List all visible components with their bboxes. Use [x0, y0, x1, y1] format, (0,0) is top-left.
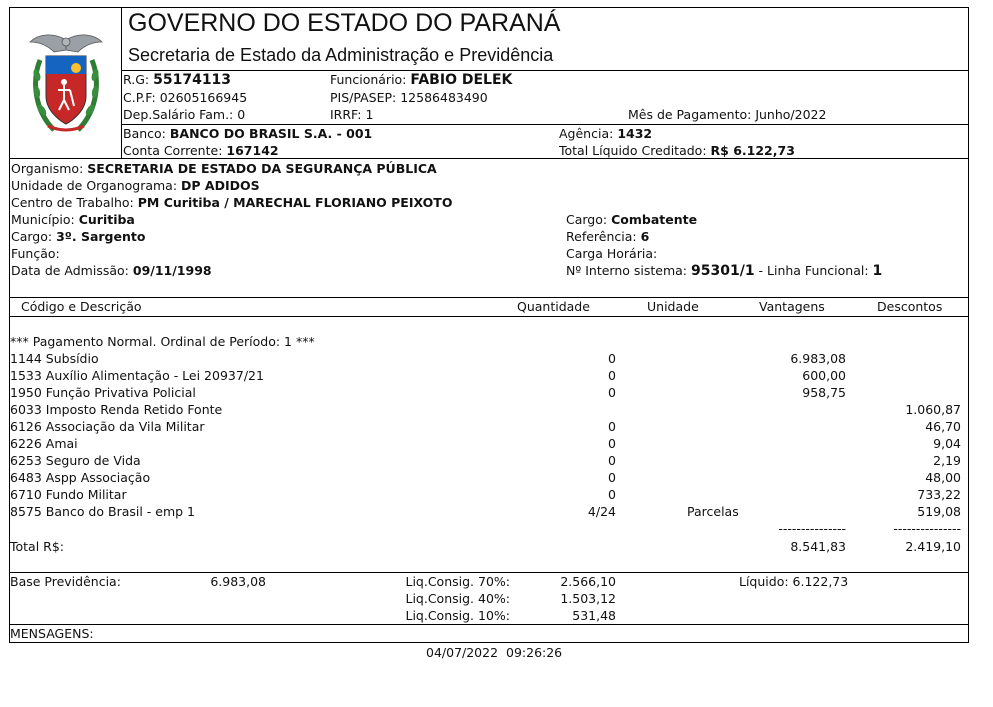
row-description: 6483 Aspp Associação: [10, 470, 151, 485]
agencia-field: Agência: 1432: [559, 126, 653, 141]
centro-value: PM Curitiba / MARECHAL FLORIANO PEIXOTO: [137, 195, 453, 210]
cargo2-field: Cargo: Combatente: [566, 212, 698, 227]
col-header-descontos: Descontos: [877, 299, 943, 314]
row-descontos: 519,08: [917, 504, 961, 519]
row-unidade: Parcelas: [687, 504, 739, 519]
pis-field: PIS/PASEP: 12586483490: [330, 90, 488, 105]
admissao-value: 09/11/1998: [132, 263, 212, 278]
linha-value: 1: [872, 263, 883, 279]
footer-bottom-line: [9, 624, 969, 625]
total-vantagens: 8.541,83: [790, 539, 846, 554]
row-description: 6253 Seguro de Vida: [10, 453, 141, 468]
total-creditado-field: Total Líquido Creditado: R$ 6.122,73: [559, 143, 795, 158]
row-vantagens: 958,75: [802, 385, 846, 400]
row-description: 6033 Imposto Renda Retido Fonte: [10, 402, 223, 417]
org-bottom-line: [9, 297, 969, 298]
admissao-field: Data de Admissão: 09/11/1998: [11, 263, 212, 278]
irrf-field: IRRF: 1: [330, 107, 374, 122]
base-previdencia-label: Base Previdência:: [10, 574, 121, 589]
row-descontos: 2,19: [933, 453, 961, 468]
page-title: GOVERNO DO ESTADO DO PARANÁ: [128, 9, 561, 37]
row-quantidade: 0: [608, 385, 616, 400]
referencia-field: Referência: 6: [566, 229, 650, 244]
carga-horaria-field: Carga Horária:: [566, 246, 658, 261]
cpf-field: C.P.F: 02605166945: [123, 90, 248, 105]
row-description: 1533 Auxílio Alimentação - Lei 20937/21: [10, 368, 264, 383]
pis-value: 12586483490: [400, 90, 488, 105]
parana-coat-of-arms-icon: [28, 30, 104, 138]
total-creditado-value: R$ 6.122,73: [710, 143, 795, 158]
banco-value: BANCO DO BRASIL S.A. - 001: [169, 126, 373, 141]
row-quantidade: 0: [608, 436, 616, 451]
cpf-value: 02605166945: [159, 90, 248, 105]
logo-divider: [121, 7, 122, 158]
irrf-value: 1: [365, 107, 374, 122]
liquido-value: 6.122,73: [792, 574, 849, 589]
descontos-dashes: ---------------: [893, 521, 961, 536]
liq40-value: 1.503,12: [560, 591, 616, 606]
interno-value: 95301/1: [691, 263, 755, 279]
col-header-unidade: Unidade: [647, 299, 699, 314]
row-description: 6710 Fundo Militar: [10, 487, 127, 502]
row-descontos: 48,00: [925, 470, 961, 485]
dep-field: Dep.Salário Fam.: 0: [123, 107, 246, 122]
municipio-value: Curitiba: [78, 212, 135, 227]
header-bottom-line: [121, 70, 969, 71]
conta-value: 167142: [226, 143, 279, 158]
funcionario-value: FABIO DELEK: [410, 72, 513, 88]
funcao-field: Função:: [11, 246, 60, 261]
employee-bottom-line: [121, 124, 969, 125]
unidade-value: DP ADIDOS: [181, 178, 260, 193]
row-descontos: 1.060,87: [905, 402, 961, 417]
cargo2-value: Combatente: [611, 212, 698, 227]
row-descontos: 46,70: [925, 419, 961, 434]
organismo-field: Organismo: SECRETARIA DE ESTADO DA SEGURANÇA PÚBLICA: [11, 161, 437, 176]
row-description: 1144 Subsídio: [10, 351, 99, 366]
row-description: 8575 Banco do Brasil - emp 1: [10, 504, 196, 519]
row-description: 6126 Associação da Vila Militar: [10, 419, 205, 434]
row-description: 1950 Função Privativa Policial: [10, 385, 196, 400]
page-subtitle: Secretaria de Estado da Administração e Previdência: [128, 45, 554, 65]
row-quantidade: 0: [608, 453, 616, 468]
col-header-codigo: Código e Descrição: [21, 299, 142, 314]
row-quantidade: 0: [608, 487, 616, 502]
centro-field: Centro de Trabalho: PM Curitiba / MARECHAL FLORIANO PEIXOTO: [11, 195, 453, 210]
cargo-value: 3º. Sargento: [56, 229, 146, 244]
vantagens-dashes: ---------------: [778, 521, 846, 536]
total-descontos: 2.419,10: [905, 539, 961, 554]
row-quantidade: 0: [608, 368, 616, 383]
mes-pagamento-value: Junho/2022: [755, 107, 827, 122]
row-quantidade: 0: [608, 419, 616, 434]
organismo-value: SECRETARIA DE ESTADO DA SEGURANÇA PÚBLICA: [87, 161, 437, 176]
timestamp: 04/07/2022 09:26:26: [426, 645, 563, 660]
row-descontos: 9,04: [933, 436, 961, 451]
col-header-vantagens: Vantagens: [759, 299, 825, 314]
liq40-label: Liq.Consig. 40%:: [405, 591, 510, 606]
base-previdencia-value: 6.983,08: [210, 574, 266, 589]
row-quantidade: 4/24: [587, 504, 616, 519]
section-title: *** Pagamento Normal. Ordinal de Período: 1 ***: [10, 334, 315, 349]
total-label: Total R$:: [10, 539, 65, 554]
liq10-value: 531,48: [572, 608, 616, 623]
mes-pagamento-field: Mês de Pagamento: Junho/2022: [628, 107, 827, 122]
mensagens-label: MENSAGENS:: [10, 626, 94, 641]
rg-field: R.G: 55174113: [123, 72, 232, 88]
municipio-field: Município: Curitiba: [11, 212, 135, 227]
liquido-field: Líquido: 6.122,73: [739, 574, 849, 589]
rg-value: 55174113: [153, 72, 232, 88]
liq10-label: Liq.Consig. 10%:: [405, 608, 510, 623]
referencia-value: 6: [640, 229, 650, 244]
agencia-value: 1432: [617, 126, 653, 141]
row-quantidade: 0: [608, 351, 616, 366]
columns-bottom-line: [9, 316, 969, 317]
row-vantagens: 600,00: [802, 368, 846, 383]
totals-bottom-line: [9, 572, 969, 573]
funcionario-field: Funcionário: FABIO DELEK: [330, 72, 513, 88]
conta-field: Conta Corrente: 167142: [123, 143, 279, 158]
unidade-field: Unidade de Organograma: DP ADIDOS: [11, 178, 260, 193]
liq70-value: 2.566,10: [560, 574, 616, 589]
row-vantagens: 6.983,08: [790, 351, 846, 366]
banco-field: Banco: BANCO DO BRASIL S.A. - 001: [123, 126, 373, 141]
col-header-quantidade: Quantidade: [517, 299, 590, 314]
bank-bottom-line: [9, 158, 969, 159]
liq70-label: Liq.Consig. 70%:: [405, 574, 510, 589]
row-quantidade: 0: [608, 470, 616, 485]
cargo-field: Cargo: 3º. Sargento: [11, 229, 146, 244]
row-descontos: 733,22: [917, 487, 961, 502]
row-description: 6226 Amai: [10, 436, 78, 451]
dep-value: 0: [237, 107, 246, 122]
interno-field: Nº Interno sistema: 95301/1 - Linha Funcional: 1: [566, 263, 883, 279]
